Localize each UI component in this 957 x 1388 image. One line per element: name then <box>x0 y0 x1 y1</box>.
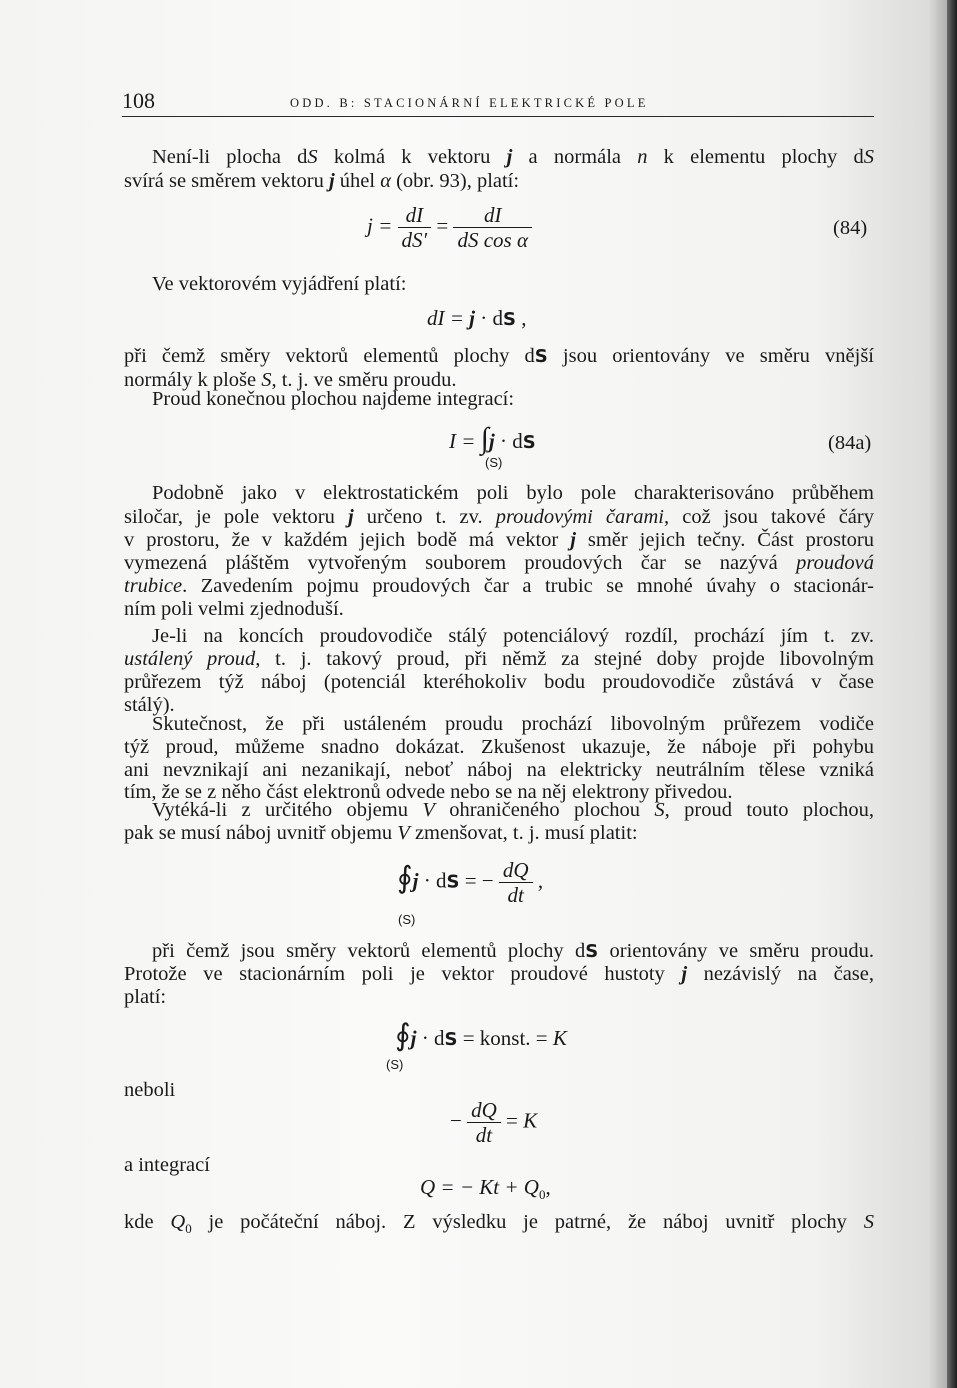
equation-dq-dt: − $\frac{dQ}{dt}$ = K <box>450 1098 538 1147</box>
fraction: $\frac{dQ}{dt}$ <box>467 1098 501 1147</box>
integral-domain: (S) <box>386 1057 404 1072</box>
equation-84: j = $\frac{dI}{dS'}$ = $\frac{dI}{\text{dS cos α}}$ <box>367 203 532 252</box>
text-line: průřezem týž náboj (potenciál kteréhokoliv bodu proudovodiče zůstává v čase <box>124 671 874 693</box>
text-line: ním poli velmi zjednoduší. <box>124 598 344 620</box>
text-line: stálý). <box>124 694 175 716</box>
text-line: vymezená pláštěm vytvořeným souborem proudových čar se nazývá proudová <box>124 552 874 574</box>
text-line: Podobně jako v elektrostatickém poli bylo pole charakterisováno průběhem <box>152 482 874 504</box>
text-line: při čemž jsou směry vektorů elementů plochy dS orientovány ve směru proudu. <box>152 940 874 962</box>
header-rule <box>122 116 874 117</box>
text-line: siločar, je pole vektoru j určeno t. zv. proudovými čarami, což jsou takové čáry <box>124 506 874 528</box>
text-line: Ve vektorovém vyjádření platí: <box>152 273 407 295</box>
text-line: Proud konečnou plochou najdeme integrací: <box>152 388 515 410</box>
equation-charge: Q = − $Kt + Q_0$, <box>420 1175 551 1203</box>
text-line: svírá se směrem vektoru j úhel α (obr. 93), platí: <box>124 170 520 192</box>
text-line: při čemž směry vektorů elementů plochy dS jsou orientovány ve směru vnější <box>124 345 874 367</box>
text-line: v prostoru, že v každém jejich bodě má vektor j směr jejich tečny. Část prostoru <box>124 529 874 551</box>
fraction: $\frac{dI}{\text{dS cos α}}$ <box>453 203 532 252</box>
text-line: pak se musí náboj uvnitř objemu V zmenšovat, t. j. musí platit: <box>124 822 638 844</box>
text-line: a integrací <box>124 1154 210 1176</box>
fraction: $\frac{dI}{dS'}$ <box>398 203 432 252</box>
running-head: ODD. B: STACIONÁRNÍ ELEKTRICKÉ POLE <box>290 96 649 110</box>
text-line: Skutečnost, že při ustáleném proudu prochází libovolným průřezem vodiče <box>152 713 874 735</box>
text-line: trubice. Zavedením pojmu proudových čar a trubic se mnohé úvahy o stacionár- <box>124 575 874 597</box>
integral-domain: (S) <box>485 455 503 470</box>
text-line: platí: <box>124 986 167 1008</box>
text-line: neboli <box>124 1079 176 1101</box>
equation-84a: I = ∫j · dS <box>449 422 536 455</box>
text-line: normály k ploše S, t. j. ve směru proudu. <box>124 369 457 391</box>
page-edge-shadow <box>947 0 957 1388</box>
fraction: $\frac{dQ}{dt}$ <box>499 858 533 907</box>
page-number: 108 <box>122 88 155 113</box>
text-line: Není-li plocha dS kolmá k vektoru j a normála n k elementu plochy dS <box>152 146 874 168</box>
text-line: Je-li na koncích proudovodiče stálý potenciálový rozdíl, prochází jím t. zv. <box>152 625 874 647</box>
equation-continuity: ∮j · dS = − $\frac{dQ}{dt}$ , <box>397 858 544 907</box>
text-line: Vytéká-li z určitého objemu V ohraničeného plochou S, proud touto plochou, <box>152 799 875 821</box>
page-header <box>122 88 874 118</box>
text-line: kde $Q_0$ je počáteční náboj. Z výsledku je patrné, že náboj uvnitř plochy S <box>124 1211 874 1237</box>
equation-number: (84) <box>833 217 868 239</box>
text-line: týž proud, můžeme snadno dokázat. Zkušenost ukazuje, že náboje při pohybu <box>124 736 874 758</box>
integral-domain: (S) <box>398 912 416 927</box>
equation-constant-flux: ∮j · dS = konst. = K <box>395 1019 567 1052</box>
text-line: Protože ve stacionárním poli je vektor proudové hustoty j nezávislý na čase, <box>124 963 874 985</box>
text-line: ani nevznikají ani nezanikají, neboť náboj na elektricky neutrálním tělese vzniká <box>124 759 874 781</box>
equation-number: (84a) <box>828 432 872 454</box>
equation-vector: dI = j · dS , <box>427 306 527 330</box>
text-line: tím, že se z něho část elektronů odvede nebo se na něj elektrony přivedou. <box>124 781 733 803</box>
text-line: ustálený proud, t. j. takový proud, při němž za stejné doby projde libovolným <box>124 648 874 670</box>
